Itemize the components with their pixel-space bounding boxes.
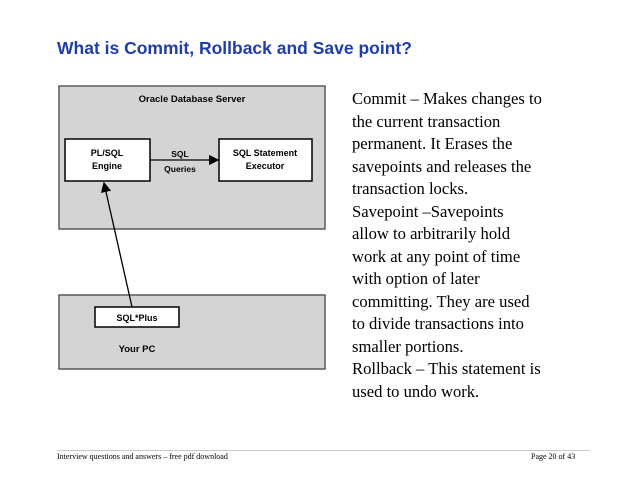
text-line: the current transaction — [352, 111, 501, 131]
text-line: savepoints and releases the — [352, 156, 532, 176]
sqlplus-label: SQL*Plus — [116, 313, 158, 323]
text-line: with option of later — [352, 269, 480, 288]
slide-title: What is Commit, Rollback and Save point? — [57, 38, 412, 58]
your-pc-panel — [59, 295, 325, 369]
sql-executor-label-line2: Executor — [245, 161, 285, 171]
sql-executor-label-line1: SQL Statement — [232, 148, 298, 158]
page-number: Page 20 of 43 — [531, 452, 576, 461]
text-line: permanent. It Erases the — [352, 134, 513, 153]
text-line: Commit – Makes changes to — [352, 89, 542, 108]
footer-divider — [57, 450, 589, 451]
sql-queries-label-line1: SQL — [171, 149, 189, 159]
sql-queries-label-line2: Queries — [164, 164, 196, 174]
text-line: used to undo work. — [352, 381, 480, 401]
text-line: Savepoint –Savepoints — [352, 201, 504, 221]
text-line: to divide transactions into — [352, 314, 524, 333]
text-line: Rollback – This statement is — [352, 359, 541, 378]
text-line: allow to arbitrarily hold — [352, 224, 511, 243]
plsql-engine-box — [65, 139, 150, 181]
text-line: transaction locks. — [352, 179, 469, 198]
your-pc-label: Your PC — [118, 344, 156, 355]
text-line: work at any point of time — [352, 246, 521, 266]
text-line: committing. They are used — [352, 291, 530, 311]
plsql-engine-label-line2: Engine — [91, 161, 123, 171]
text-line: smaller portions. — [352, 336, 464, 356]
definitions-text — [352, 88, 592, 403]
plsql-engine-label-line1: PL/SQL — [90, 148, 124, 158]
footer-source: Interview questions and answers – free pdf download — [57, 452, 228, 461]
sql-executor-box — [219, 139, 312, 181]
oracle-server-label: Oracle Database Server — [138, 94, 246, 105]
